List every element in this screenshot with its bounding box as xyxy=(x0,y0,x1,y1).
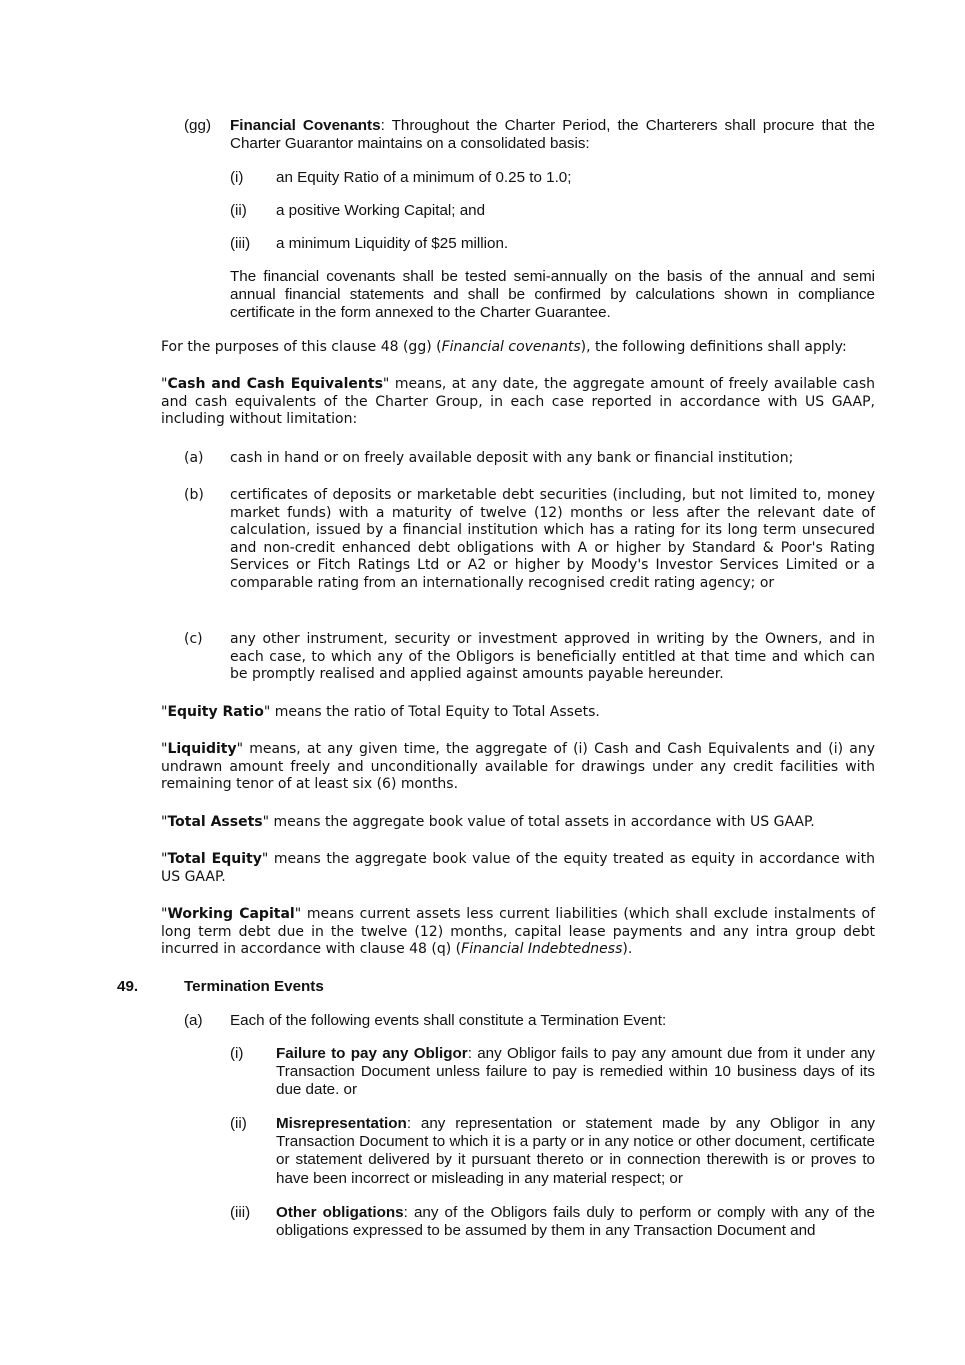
termination-ii-paragraph xyxy=(276,1115,875,1188)
covenant-iii-label: (iii) xyxy=(230,235,251,252)
definition-working-capital xyxy=(161,906,875,959)
clause-gg-label: (gg) xyxy=(184,117,212,134)
working-capital-close: ). xyxy=(622,941,633,958)
working-capital-term: Working Capital xyxy=(167,906,295,922)
total-assets-text: " means the aggregate book value of total assets in accordance with US GAAP. xyxy=(262,814,815,830)
covenant-iii-text: a minimum Liquidity of $25 million. xyxy=(276,235,509,252)
working-capital-open-quote: " xyxy=(161,906,168,922)
termination-iii-title: Other obligations xyxy=(276,1204,404,1221)
section-49-a-text: Each of the following events shall constitute a Termination Event: xyxy=(230,1012,667,1029)
equity-ratio-term: Equity Ratio xyxy=(167,704,264,720)
section-49-title: Termination Events xyxy=(184,978,324,995)
working-capital-italic: Financial Indebtedness xyxy=(461,941,623,958)
equity-ratio-text: " means the ratio of Total Equity to Total Assets. xyxy=(263,704,600,720)
cash-item-a-label: (a) xyxy=(184,450,204,466)
purposes-text-before: For the purposes of this clause 48 (gg) ( xyxy=(161,339,442,355)
liquidity-open-quote: " xyxy=(161,741,168,757)
total-assets-open-quote: " xyxy=(161,814,168,830)
termination-ii-label: (ii) xyxy=(230,1115,247,1132)
total-equity-term: Total Equity xyxy=(167,851,262,867)
definition-total-equity xyxy=(161,851,875,886)
section-49-number: 49. xyxy=(117,978,139,995)
total-equity-text: " means the aggregate book value of the equity treated as equity in accordance with US GAAP. xyxy=(161,851,875,885)
covenant-testing-paragraph: The financial covenants shall be tested semi-annually on the basis of the annual and semi annual financial statements and shall be confirmed by calculations shown in compliance certificate in the form annexed to the Charter Guarantee. xyxy=(230,268,875,322)
cash-item-c-text: any other instrument, security or investment approved in writing by the Owners, and in each case, to which any of the Obligors is beneficially entitled at that time and which can be promptly realised and applied against amounts payable hereunder. xyxy=(230,631,875,683)
total-assets-term: Total Assets xyxy=(167,814,263,830)
termination-i-paragraph xyxy=(276,1045,875,1100)
termination-iii-label: (iii) xyxy=(230,1204,251,1221)
covenant-ii-label: (ii) xyxy=(230,202,247,219)
termination-ii-text: : any representation or statement made by any Obligor in any Transaction Document to which it is a party or in any notice or other document, certificate or statement delivered by it pursuant thereto or in connection therewith is or proves to have been incorrect or misleading in any material respect; or xyxy=(276,1115,875,1187)
cash-text: " means, at any date, the aggregate amount of freely available cash and cash equivalents of the Charter Group, in each case reported in accordance with US GAAP, including without limitation: xyxy=(161,376,876,428)
section-49-a-label: (a) xyxy=(184,1012,203,1029)
cash-item-b-text: certificates of deposits or marketable debt securities (including, but not limited to, money market funds) with a maturity of twelve (12) months or less after the relevant date of calculation, issued by a financial institution which has a rating for its long term unsecured and non-credit enhanced debt obligations with A or higher by Standard & Poor's Rating Services or Fitch Ratings Ltd or A2 or higher by Moody's Investor Services Limited or a comparable rating from an internationally recognised credit rating agency; or xyxy=(230,487,875,591)
cash-item-b-label: (b) xyxy=(184,487,204,503)
cash-open-quote: " xyxy=(161,376,168,392)
clause-gg-paragraph xyxy=(230,117,875,153)
covenant-ii-text: a positive Working Capital; and xyxy=(276,202,486,219)
purposes-italic: Financial covenants xyxy=(441,339,581,355)
working-capital-text: " means current assets less current liabilities (which shall exclude instalments of long term debt due in the twelve (12) months, capital lease payments and any intra group debt incurred in accordance with clause 48 (q) ( xyxy=(161,906,876,958)
definition-total-assets xyxy=(161,814,875,832)
liquidity-term: Liquidity xyxy=(167,741,237,757)
definition-liquidity xyxy=(161,741,875,794)
clause-gg-text: : Throughout the Charter Period, the Charterers shall procure that the Charter Guarantor maintains on a consolidated basis: xyxy=(230,117,875,153)
cash-term: Cash and Cash Equivalents xyxy=(167,376,383,392)
termination-ii-title: Misrepresentation xyxy=(276,1115,407,1132)
total-equity-open-quote: " xyxy=(161,851,168,867)
termination-iii-paragraph xyxy=(276,1204,875,1240)
covenant-i-text: an Equity Ratio of a minimum of 0.25 to 1.0; xyxy=(276,169,572,186)
purposes-paragraph xyxy=(161,339,875,357)
definition-cash xyxy=(161,376,875,429)
clause-gg-title: Financial Covenants xyxy=(230,117,381,134)
liquidity-text: " means, at any given time, the aggregate of (i) Cash and Cash Equivalents and (i) any undrawn amount freely and unconditionally available for drawings under any credit facilities with remaining tenor of at least six (6) months. xyxy=(161,741,875,793)
termination-i-text: : any Obligor fails to pay any amount due from it under any Transaction Document unless failure to pay is remedied within 10 business days of its due date. or xyxy=(276,1045,875,1099)
purposes-text-after: ), the following definitions shall apply: xyxy=(580,339,847,355)
cash-item-a-text: cash in hand or on freely available deposit with any bank or financial institution; xyxy=(230,450,794,466)
covenant-i-label: (i) xyxy=(230,169,244,186)
cash-item-c-label: (c) xyxy=(184,631,203,647)
termination-i-title: Failure to pay any Obligor xyxy=(276,1045,468,1062)
definition-equity-ratio xyxy=(161,704,875,722)
termination-iii-text: : any of the Obligors fails duly to perform or comply with any of the obligations expressed to be assumed by them in any Transaction Document and xyxy=(276,1204,875,1240)
termination-i-label: (i) xyxy=(230,1045,244,1062)
equity-ratio-open-quote: " xyxy=(161,704,168,720)
